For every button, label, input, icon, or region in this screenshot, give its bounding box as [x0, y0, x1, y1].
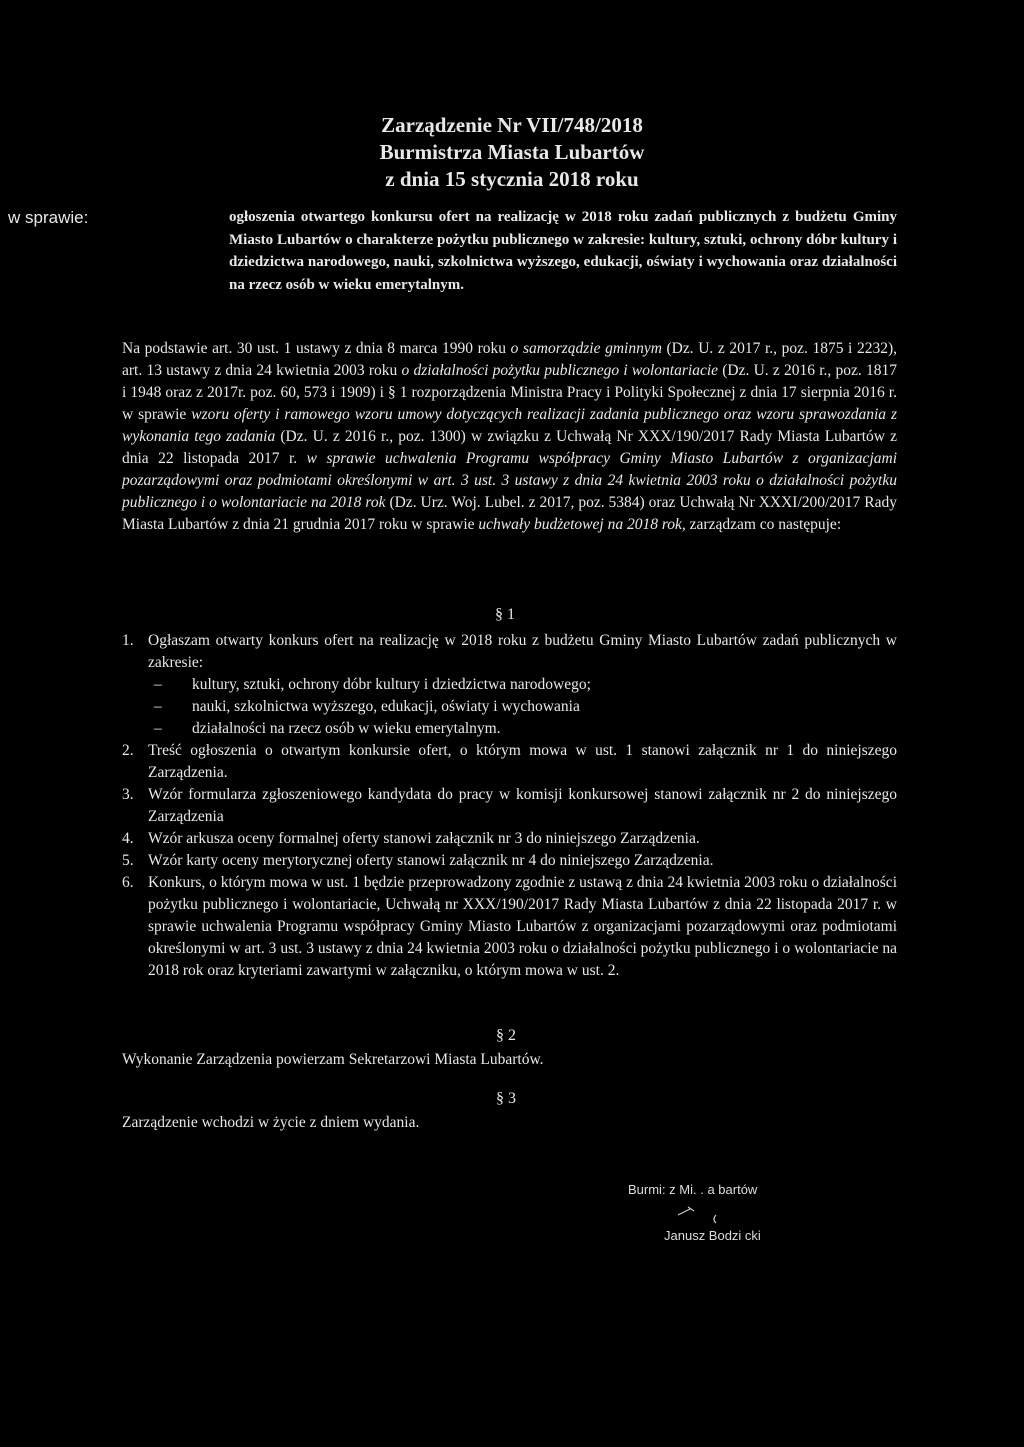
- list-item: [122, 872, 897, 982]
- basis-text-3: (Dz. U. z 2016 r., poz. 1817 i 1948 oraz z 2017r. poz. 60, 573 i 1909) i § 1 rozporządzenia Ministra Pracy i Polityki Społecznej z dnia 17 sierpnia 2016 r. w sprawie: [122, 362, 897, 423]
- subject-text: ogłoszenia otwartego konkursu ofert na realizację w 2018 roku zadań publicznych z budżetu Gminy Miasto Lubartów o charakterze pożytku publicznego w zakresie: kultury, sztuki, ochrony dóbr kultury i dziedzictwa narodowego, nauki, szkolnictwa wyższego, edukacji, oświaty i wychowania oraz działalności na rzecz osób w wieku emerytalnym.: [229, 209, 897, 293]
- list-item: [122, 784, 897, 828]
- scope-item: – nauki, szkolnictwa wyższego, edukacji, oświaty i wychowania: [172, 696, 897, 718]
- scope-item: – kultury, sztuki, ochrony dóbr kultury i dziedzictwa narodowego;: [172, 674, 897, 696]
- basis-text-5: (Dz. Urz. Woj. Lubel. z 2017, poz. 5384) oraz Uchwałą Nr XXXI/200/2017 Rady Miasta Lubartów z dnia 21 grudnia 2017 roku w sprawie: [122, 494, 897, 533]
- item-number: 2.: [122, 742, 134, 759]
- item-text: Ogłaszam otwarty konkurs ofert na realizację w 2018 roku z budżetu Gminy Miasto Lubartów zadań publicznych w zakresie:: [148, 632, 897, 671]
- scope-list: [172, 674, 897, 740]
- issuer-title: Burmistrza Miasta Lubartów: [379, 140, 645, 164]
- signatory-name: Janusz Bodzi cki: [664, 1228, 761, 1243]
- signature-mark-icon: [676, 1203, 726, 1225]
- basis-text-1: Na podstawie art. 30 ust. 1 ustawy z dnia 8 marca 1990 roku: [122, 340, 511, 357]
- item-text: Wzór karty oceny merytorycznej oferty stanowi załącznik nr 4 do niniejszego Zarządzenia.: [148, 852, 714, 869]
- item-text: Konkurs, o którym mowa w ust. 1 będzie przeprowadzony zgodnie z ustawą z dnia 24 kwietnia 2003 roku o działalności pożytku publicznego i wolontariacie, Uchwałą nr XXX/190/2017 Rady Miasta Lubartów z dnia 22 listopada 2017 r. w sprawie uchwalenia Programu współpracy Gminy Miasto Lubartów z organizacjami pozarządowymi oraz podmiotami określonymi w art. 3 ust. 3 ustawy z dnia 24 kwietnia 2003 roku o działalności pożytku publicznego i o wolontariacie na 2018 rok oraz kryteriami zawartymi w załączniku, o którym mowa w ust. 2.: [148, 874, 897, 979]
- signature-title: Burmi: z Mi. . a bartów: [628, 1182, 758, 1197]
- section-1-heading: § 1: [495, 606, 515, 623]
- basis-text-2: (Dz. U. z 2017 r., poz. 1875 i 2232), art. 13 ustawy z dnia 24 kwietnia 2003 roku: [122, 340, 897, 379]
- basis-italic-1: o samorządzie gminnym: [510, 340, 662, 357]
- section-3-heading: § 3: [496, 1090, 516, 1107]
- item-number: 5.: [122, 852, 134, 869]
- list-item: [122, 630, 897, 740]
- basis-text-4: (Dz. U. z 2016 r., poz. 1300) w związku z Uchwałą Nr XXX/190/2017 Rady Miasta Lubartów z dnia 22 listopada 2017 r.: [122, 428, 897, 467]
- list-item: [122, 828, 897, 850]
- section-3-text: Zarządzenie wchodzi w życie z dniem wydania.: [122, 1114, 420, 1131]
- scope-item: – działalności na rzecz osób w wieku emerytalnym.: [172, 718, 897, 740]
- ordinance-title: Zarządzenie Nr VII/748/2018: [381, 113, 643, 137]
- item-text: Wzór formularza zgłoszeniowego kandydata do pracy w komisji konkursowej stanowi załącznik nr 2 do niniejszego Zarządzenia: [148, 786, 897, 825]
- issue-date: z dnia 15 stycznia 2018 roku: [385, 167, 639, 191]
- item-text: Treść ogłoszenia o otwartym konkursie ofert, o którym mowa w ust. 1 stanowi załącznik nr 1 do niniejszego Zarządzenia.: [148, 742, 897, 781]
- subject-label: w sprawie:: [8, 208, 89, 227]
- section-2-text: Wykonanie Zarządzenia powierzam Sekretarzowi Miasta Lubartów.: [122, 1051, 544, 1068]
- item-number: 3.: [122, 786, 134, 803]
- list-item: [122, 740, 897, 784]
- basis-italic-2: o działalności pożytku publicznego i wolontariacie: [401, 362, 719, 379]
- basis-text-6: zarządzam co następuje:: [685, 516, 842, 533]
- item-number: 4.: [122, 830, 134, 847]
- basis-italic-3: wzoru oferty i ramowego wzoru umowy dotyczących realizacji zadania publicznego oraz wzoru sprawozdania z wykonania tego zadania: [122, 406, 897, 445]
- item-number: 6.: [122, 874, 134, 891]
- basis-italic-5: uchwały budżetowej na 2018 rok,: [478, 516, 686, 533]
- list-item: [122, 850, 897, 872]
- section-2-heading: § 2: [496, 1027, 516, 1044]
- legal-basis-paragraph: [122, 338, 897, 536]
- item-number: 1.: [122, 632, 134, 649]
- item-text: Wzór arkusza oceny formalnej oferty stanowi załącznik nr 3 do niniejszego Zarządzenia.: [148, 830, 700, 847]
- basis-italic-4: w sprawie uchwalenia Programu współpracy Gminy Miasto Lubartów z organizacjami pozarządowymi oraz podmiotami określonymi w art. 3 ust. 3 ustawy z dnia 24 kwietnia 2003 roku o działalności pożytku publicznego i o wolontariacie na 2018 rok: [122, 450, 897, 511]
- section-1-list: [122, 630, 897, 982]
